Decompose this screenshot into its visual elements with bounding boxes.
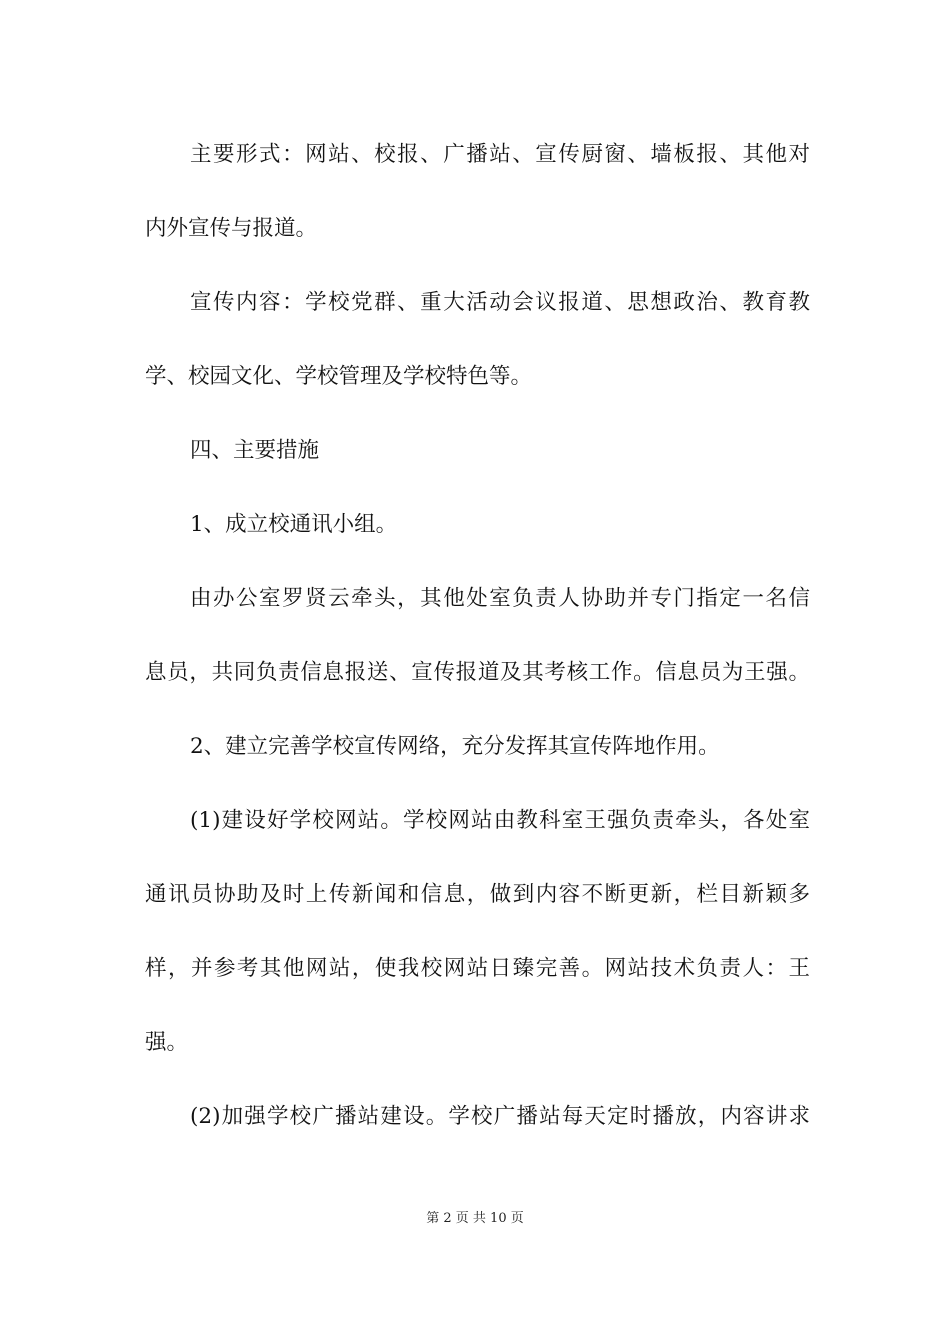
paragraph-line: (2)加强学校广播站建设。学校广播站每天定时播放，内容讲求: [190, 1104, 810, 1129]
paragraph-line: 样，并参考其他网站，使我校网站日臻完善。网站技术负责人：王: [145, 956, 810, 981]
paragraph-line: 强。: [145, 1030, 189, 1055]
paragraph-line: 内外宣传与报道。: [145, 216, 318, 241]
paragraph-line: 息员，共同负责信息报送、宣传报道及其考核工作。信息员为王强。: [145, 660, 810, 685]
paragraph-line: (1)建设好学校网站。学校网站由教科室王强负责牵头，各处室: [190, 808, 810, 833]
paragraph-line: 宣传内容：学校党群、重大活动会议报道、思想政治、教育教: [190, 290, 810, 315]
page-number: 第 2 页 共 10 页: [426, 1211, 524, 1226]
paragraph-line: 主要形式：网站、校报、广播站、宣传厨窗、墙板报、其他对: [190, 142, 810, 167]
section-heading: 四、主要措施: [190, 438, 320, 463]
paragraph-line: 学、校园文化、学校管理及学校特色等。: [145, 364, 533, 389]
page-footer: [0, 1210, 950, 1228]
paragraph-line: 由办公室罗贤云牵头，其他处室负责人协助并专门指定一名信: [190, 586, 810, 611]
subsection-heading: 1、成立校通讯小组。: [190, 512, 398, 537]
subsection-heading: 2、建立完善学校宣传网络，充分发挥其宣传阵地作用。: [190, 734, 720, 759]
paragraph-line: 通讯员协助及时上传新闻和信息，做到内容不断更新，栏目新颖多: [145, 882, 810, 907]
